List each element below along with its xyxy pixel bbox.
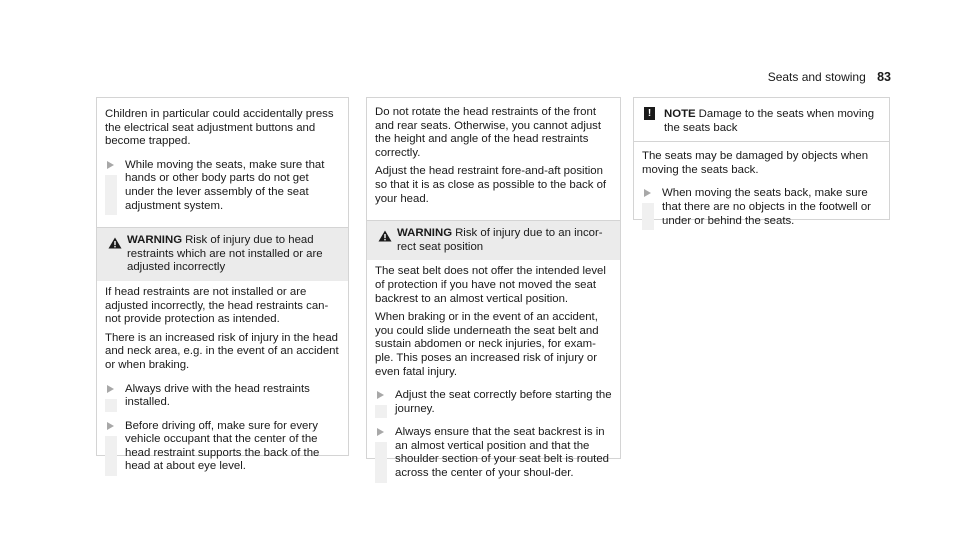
step-bar <box>105 399 117 412</box>
warning-triangle-icon <box>108 237 122 249</box>
body-paragraph: Do not rotate the head restraints of the front and rear seats. Otherwise, you cannot adjust the height and angle of the head restraints correctly. <box>375 106 602 159</box>
step-bar <box>375 442 387 482</box>
arrow-right-icon <box>107 161 114 169</box>
arrow-right-icon <box>107 385 114 393</box>
page-number: 83 <box>877 70 891 84</box>
instruction-step <box>105 159 340 213</box>
column-1 <box>96 97 349 473</box>
step-text: Adjust the seat correctly before starting the journey. <box>395 389 612 415</box>
exclamation-box-icon: ! <box>644 107 655 120</box>
warning-title: Risk of injury due to an incor-rect seat position <box>397 227 603 253</box>
step-text: When moving the seats back, make sure that there are no objects in the footwell or under or behind the seats. <box>662 187 871 227</box>
warning-paragraph: The seat belt does not offer the intended level of protection if you have not moved the seat backrest to an almost vertical position. <box>375 265 606 305</box>
instruction-step <box>105 420 340 474</box>
arrow-right-icon <box>377 428 384 436</box>
note-header <box>634 98 889 141</box>
instruction-step <box>375 426 612 480</box>
warning-header <box>367 221 620 260</box>
arrow-right-icon <box>377 391 384 399</box>
step-bar <box>375 405 387 418</box>
warning-label: WARNING <box>127 234 183 247</box>
step-bar <box>105 436 117 476</box>
warning-paragraph: When braking or in the event of an accident, you could slide underneath the seat belt and sustain abdomen or neck injuries, for exam-ple. This poses an increased risk of injury or even fatal injury. <box>375 311 599 378</box>
warning-paragraph: If head restraints are not installed or are adjusted incorrectly, the head restraints can-not provide protection as intended. <box>105 285 329 326</box>
warning-triangle-icon <box>378 230 392 242</box>
column-3 <box>633 97 890 227</box>
instruction-step <box>105 383 340 410</box>
step-bar <box>105 175 117 215</box>
column-2 <box>366 97 621 480</box>
step-text: Always drive with the head restraints installed. <box>125 382 310 409</box>
arrow-right-icon <box>107 422 114 430</box>
step-text: Always ensure that the seat backrest is in an almost vertical position and that the shoulder section of your seat belt is routed across the center of your shoul-der. <box>395 426 610 480</box>
warning-title: Risk of injury due to head restraints which are not installed or are adjusted incorrectly <box>127 234 323 274</box>
note-label: NOTE <box>664 108 696 120</box>
page-header <box>768 71 891 85</box>
step-bar <box>642 203 654 230</box>
step-text: While moving the seats, make sure that hands or other body parts do not get under the lever assembly of the seat adjustment system. <box>125 158 325 212</box>
warning-label: WARNING <box>397 227 453 240</box>
body-paragraph: Adjust the head restraint fore-and-aft position so that it is as close as possible to the back of your head. <box>375 165 607 205</box>
arrow-right-icon <box>644 189 651 197</box>
warning-header <box>97 228 348 281</box>
step-text: Before driving off, make sure for every vehicle occupant that the center of the head restraint supports the back of the head at about eye level. <box>125 419 320 473</box>
note-title: Damage to the seats when moving the seats back <box>664 108 875 134</box>
intro-paragraph: Children in particular could accidentally press the electrical seat adjustment buttons and become trapped. <box>105 108 334 148</box>
section-title: Seats and stowing <box>767 70 866 84</box>
warning-paragraph: There is an increased risk of injury in the head and neck area, e.g. in the event of an accident or when braking. <box>105 331 339 371</box>
instruction-step <box>375 389 612 416</box>
note-paragraph: The seats may be damaged by objects when moving the seats back. <box>642 150 869 176</box>
instruction-step <box>642 187 881 228</box>
